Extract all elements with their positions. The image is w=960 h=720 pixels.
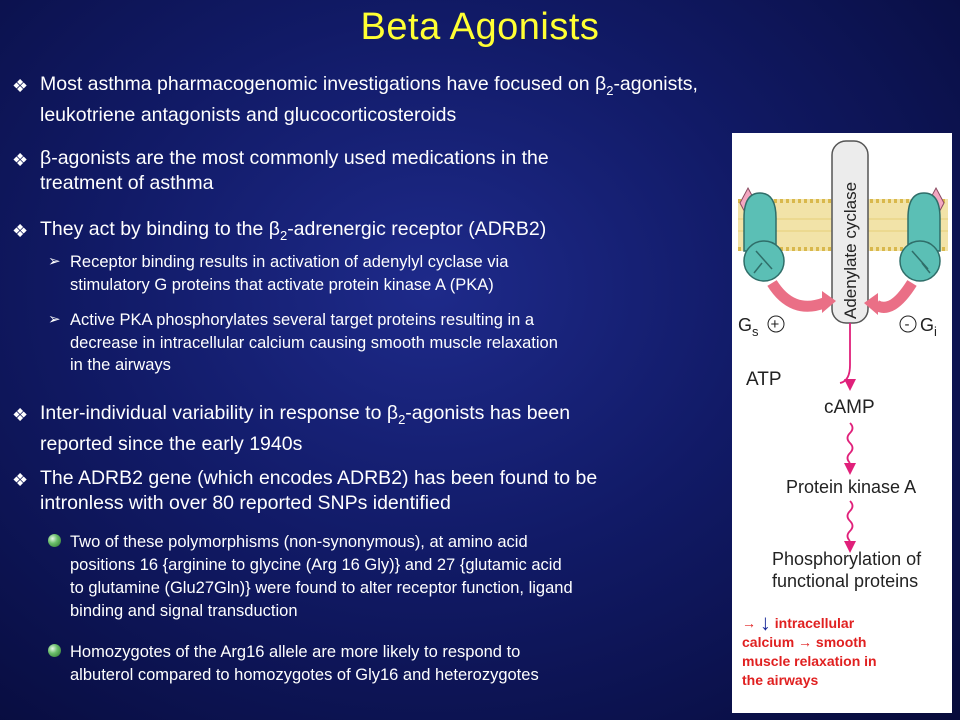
sub-sub-bullet-2-line2: albuterol compared to homozygotes of Gly16 and heterozygotes [70, 666, 539, 684]
bullet-3-text-post: -adrenergic receptor (ADRB2) [287, 218, 547, 240]
note-text-3: smooth [815, 634, 867, 650]
diamond-bullet-icon: ❖ [12, 470, 29, 490]
camp-label: cAMP [824, 397, 875, 418]
svg-text:Gs [738, 315, 759, 339]
sub-sub-bullet-1-line3: to glutamine (Glu27Gln)} were found to alter receptor function, ligand [70, 579, 573, 597]
bullet-4-line2: reported since the early 1940s [40, 432, 303, 455]
arrow-bullet-icon: ➢ [48, 253, 61, 270]
gs-subscript: s [752, 324, 759, 339]
outcome-note [742, 610, 947, 690]
note-text-2: calcium [742, 634, 795, 650]
green-orb-bullet-icon [48, 644, 61, 657]
sub-bullet-2 [48, 309, 728, 377]
gi-subscript: i [934, 324, 937, 339]
arrow-right-icon: → [798, 634, 813, 650]
sub-sub-bullet-2 [48, 641, 733, 687]
gi-label [900, 315, 937, 339]
sub-bullet-1 [48, 251, 728, 296]
gs-letter: G [738, 315, 753, 335]
down-arrow-icon: ↓ [759, 610, 771, 635]
gi-letter: G [920, 315, 935, 335]
arrow-right-icon: → [742, 615, 756, 631]
bullet-4 [12, 401, 732, 457]
atp-to-camp-arrow [840, 323, 856, 391]
diamond-bullet-icon: ❖ [12, 405, 29, 425]
svg-text:Gi [920, 315, 937, 339]
green-orb-bullet-icon [48, 534, 61, 547]
sub-bullet-1-line2: stimulatory G proteins that activate protein kinase A (PKA) [70, 275, 494, 294]
note-text-5: the airways [742, 672, 819, 688]
sub-bullet-2-line1: Active PKA phosphorylates several target proteins resulting in a [70, 311, 535, 329]
phosphorylation-line2: functional proteins [772, 571, 919, 591]
subscript: 2 [398, 411, 406, 427]
sub-sub-bullet-1-line1: Two of these polymorphisms (non-synonymous), at amino acid [70, 533, 528, 551]
sub-sub-bullet-1-line2: positions 16 {arginine to glycine (Arg 16 Gly)} and 27 {glutamic acid [70, 556, 562, 574]
beta-symbol: β [594, 73, 607, 95]
slide-title: Beta Agonists [360, 6, 600, 48]
diamond-bullet-icon: ❖ [12, 76, 29, 96]
sub-bullet-2-line2: decrease in intracellular calcium causing smooth muscle relaxation [70, 333, 558, 352]
beta-symbol: β [386, 402, 399, 424]
bullet-5 [12, 466, 737, 516]
note-text-4: muscle relaxation in [742, 653, 877, 669]
subscript: 2 [279, 227, 288, 243]
sub-sub-bullet-2-line1: Homozygotes of the Arg16 allele are more likely to respond to [70, 643, 521, 661]
gs-label [738, 315, 784, 339]
sub-bullet-1-line1: Receptor binding results in activation of adenylyl cyclase via [70, 253, 509, 271]
bullet-3-text: They act by binding to the [40, 218, 269, 240]
adenylate-cyclase [832, 141, 868, 323]
sub-sub-bullet-1-line4: binding and signal transduction [70, 602, 298, 620]
bullet-2 [12, 146, 732, 196]
gi-sign: - [904, 316, 910, 333]
pka-to-phosphorylation-arrow [844, 501, 856, 553]
camp-to-pka-arrow [844, 423, 856, 475]
diamond-bullet-icon: ❖ [12, 221, 29, 241]
atp-label: ATP [746, 369, 782, 390]
bullet-1-line2: leukotriene antagonists and glucocorticosteroids [40, 103, 457, 126]
bullet-4-text-post: -agonists has been [405, 402, 571, 424]
bullet-5-line1: The ADRB2 gene (which encodes ADRB2) has been found to be [40, 467, 598, 489]
bullet-5-line2: intronless with over 80 reported SNPs identified [40, 492, 451, 514]
bullet-1-text-post: -agonists, [613, 73, 698, 95]
bullet-3 [12, 217, 732, 248]
enzyme-label: Adenylate cyclase [841, 181, 860, 319]
pka-label: Protein kinase A [786, 477, 917, 497]
bullet-2-line2: treatment of asthma [40, 172, 214, 194]
beta-symbol: β [40, 147, 52, 169]
subscript: 2 [606, 82, 614, 98]
sub-bullet-2-line3: in the airways [70, 356, 171, 374]
diamond-bullet-icon: ❖ [12, 150, 29, 170]
gs-sign: + [770, 316, 780, 333]
phosphorylation-line1: Phosphorylation of [772, 549, 922, 569]
sub-sub-bullet-1 [48, 531, 733, 623]
beta-symbol: β [268, 218, 280, 240]
note-text-1: intracellular [774, 615, 855, 631]
bullet-4-text: Inter-individual variability in response to [40, 402, 387, 424]
bullet-1 [12, 72, 892, 128]
bullet-2-text: -agonists are the most commonly used medications in the [51, 147, 549, 169]
arrow-bullet-icon: ➢ [48, 311, 61, 328]
bullet-1-text: Most asthma pharmacogenomic investigations have focused on [40, 73, 595, 95]
